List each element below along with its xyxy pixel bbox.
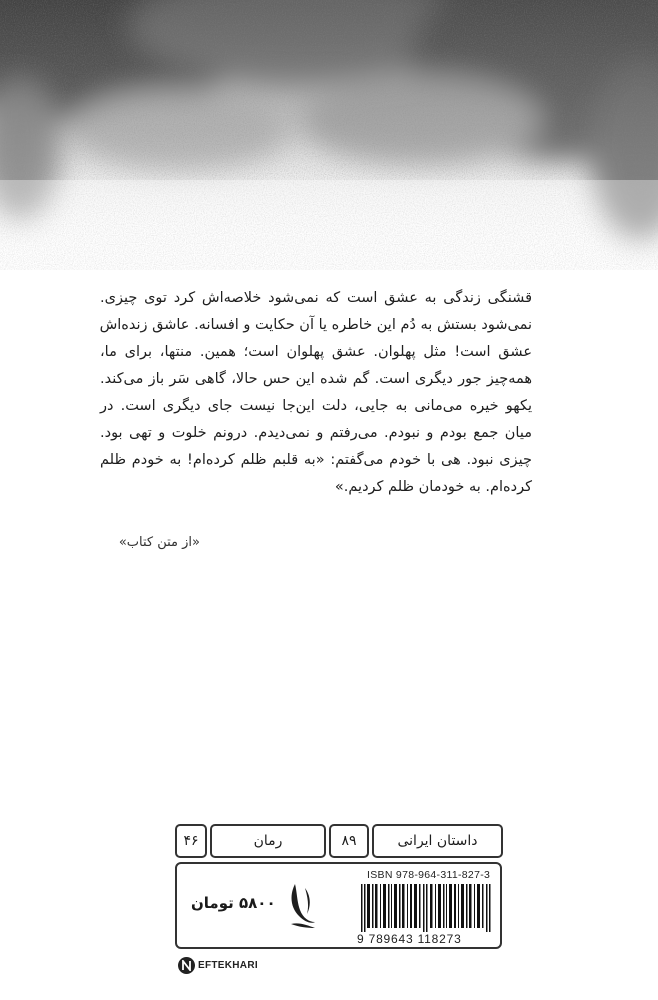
blurb-line: کرده‌ام. به خودمان ظلم کردیم.» xyxy=(334,479,532,495)
blurb-source: «از متن کتاب» xyxy=(118,535,200,550)
back-cover-blurb xyxy=(100,285,532,501)
blurb-line: قشنگی زندگی به عشق است که نمی‌شود خلاصه‌اش کرد توی چیزی. xyxy=(100,290,532,306)
barcode-graphic xyxy=(359,884,499,932)
blurb-line: عشق است! مثل پهلوان. عشق پهلوان است؛ همین. منتها، برای ما، xyxy=(100,344,532,360)
barcode-panel xyxy=(175,862,502,949)
publisher-letter-icon xyxy=(181,960,192,971)
book-info-table xyxy=(175,824,503,858)
grunge-texture xyxy=(0,0,658,300)
isbn-text: ISBN 978-964-311-827-3 xyxy=(367,869,491,881)
publisher-mark xyxy=(178,957,258,974)
blurb-line: چیزی نبود. هی با خودم می‌گفتم: «به قلبم ظلم کرده‌ام! به خودم ظلم xyxy=(100,452,532,468)
price-label: ۵۸۰۰ تومان xyxy=(191,894,276,912)
series-name: داستان ایرانی xyxy=(372,824,503,858)
genre-number: ۴۶ xyxy=(175,824,207,858)
blurb-line: میان جمع بودم و نبودم. می‌رفتم و نمی‌دیدم. درونم خلوت و تهی بود. xyxy=(100,425,532,441)
series-number: ۸۹ xyxy=(329,824,369,858)
blurb-line: نمی‌شود بستش به دُم این خاطره یا آن حکایت و افسانه. عاشق زنده‌اش xyxy=(99,317,532,333)
publisher-emblem-icon xyxy=(285,878,319,932)
publisher-logo-icon xyxy=(178,957,195,974)
publisher-name: EFTEKHARI xyxy=(198,960,258,971)
barcode-digits: 9 789643 118273 xyxy=(357,932,462,946)
blurb-line: یکهو خیره می‌مانی به جایی، دلت این‌جا نیست جای دیگری است. در xyxy=(100,398,532,414)
genre-name: رمان xyxy=(210,824,326,858)
blurb-line: همه‌چیز جور دیگری است. گم شده این حس حالا، گاهی سَر باز می‌کند. xyxy=(100,371,532,387)
